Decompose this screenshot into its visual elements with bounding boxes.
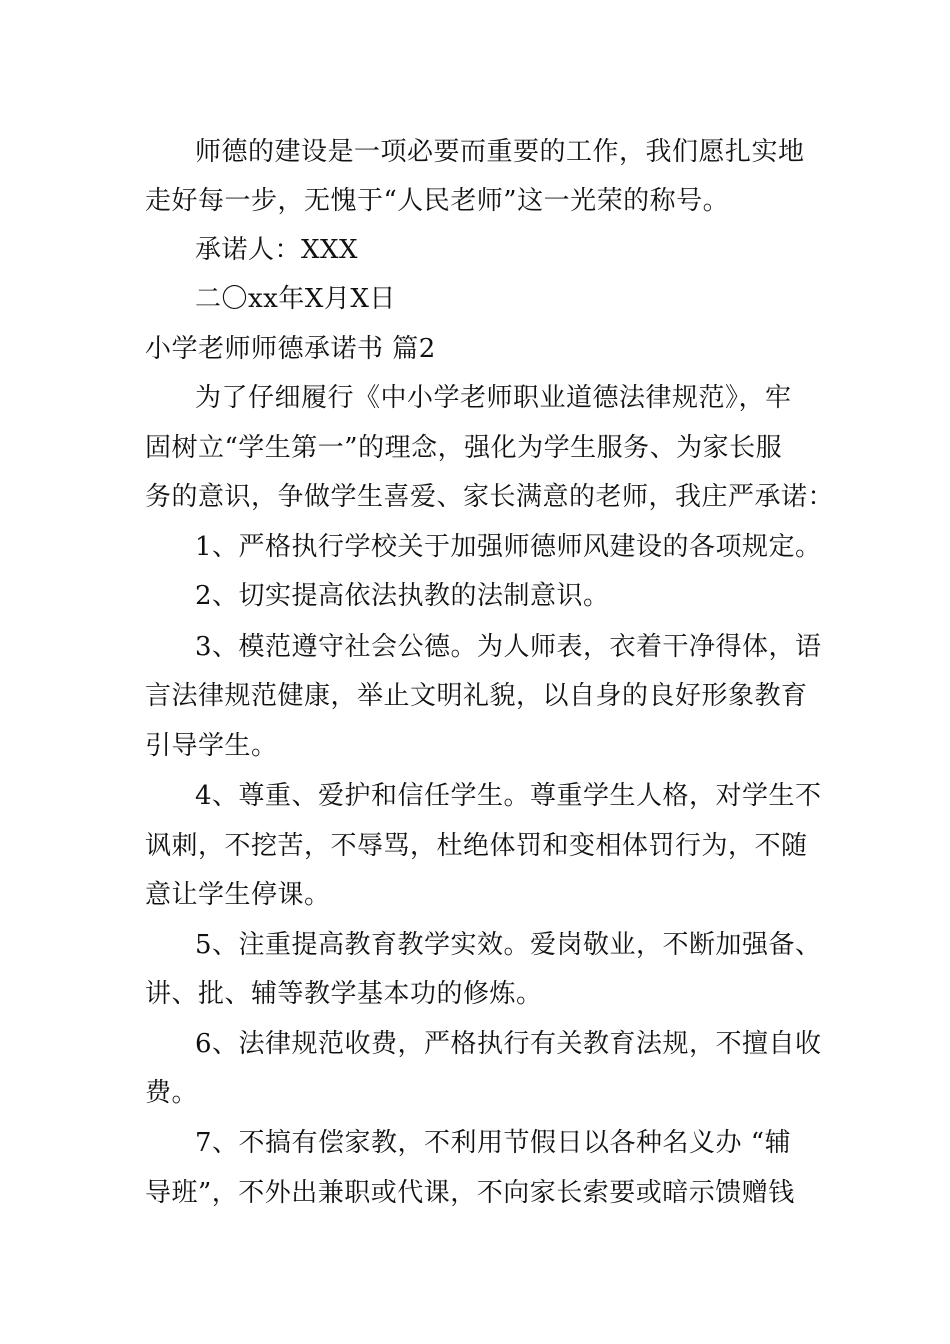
paragraph-line: 固树立“学生第一”的理念，强化为学生服务、为家长服	[145, 433, 783, 463]
date-line: 二〇xx年X月X日	[195, 284, 396, 314]
paragraph-line: 务的意识，争做学生喜爱、家长满意的老师，我庄严承诺：	[145, 482, 835, 512]
paragraph-line: 言法律规范健康，举止文明礼貌，以自身的良好形象教育	[145, 681, 808, 711]
list-item: 6、法律规范收费，严格执行有关教育法规，不擅自收	[195, 1029, 822, 1059]
paragraph-line: 意让学生停课。	[145, 880, 331, 910]
section-heading: 小学老师师德承诺书 篇2	[145, 334, 436, 364]
paragraph-line: 为了仔细履行《中小学老师职业道德法律规范》，牢	[195, 383, 792, 413]
list-item: 7、不搞有偿家教，不利用节假日以各种名义办 “辅	[195, 1128, 792, 1158]
list-item: 2、切实提高依法执教的法制意识。	[195, 581, 610, 611]
paragraph-line: 走好每一步，无愧于“人民老师”这一光荣的称号。	[145, 186, 730, 216]
list-item: 5、注重提高教育教学实效。爱岗敬业，不断加强备、	[195, 930, 822, 960]
paragraph-line: 师德的建设是一项必要而重要的工作，我们愿扎实地	[195, 137, 805, 167]
paragraph-line: 费。	[145, 1078, 199, 1108]
signer-line: 承诺人：XXX	[195, 235, 359, 265]
list-item: 3、模范遵守社会公德。为人师表，衣着干净得体，语	[195, 632, 822, 662]
list-item: 4、尊重、爱护和信任学生。尊重学生人格，对学生不	[195, 781, 822, 811]
paragraph-line: 讽刺，不挖苦，不辱骂，杜绝体罚和变相体罚行为，不随	[145, 831, 808, 861]
list-item: 1、严格执行学校关于加强师德师风建设的各项规定。	[195, 532, 822, 562]
paragraph-line: 讲、批、辅等教学基本功的修炼。	[145, 979, 543, 1009]
paragraph-line: 导班”，不外出兼职或代课，不向家长索要或暗示馈赠钱	[145, 1178, 795, 1208]
paragraph-line: 引导学生。	[145, 731, 278, 761]
